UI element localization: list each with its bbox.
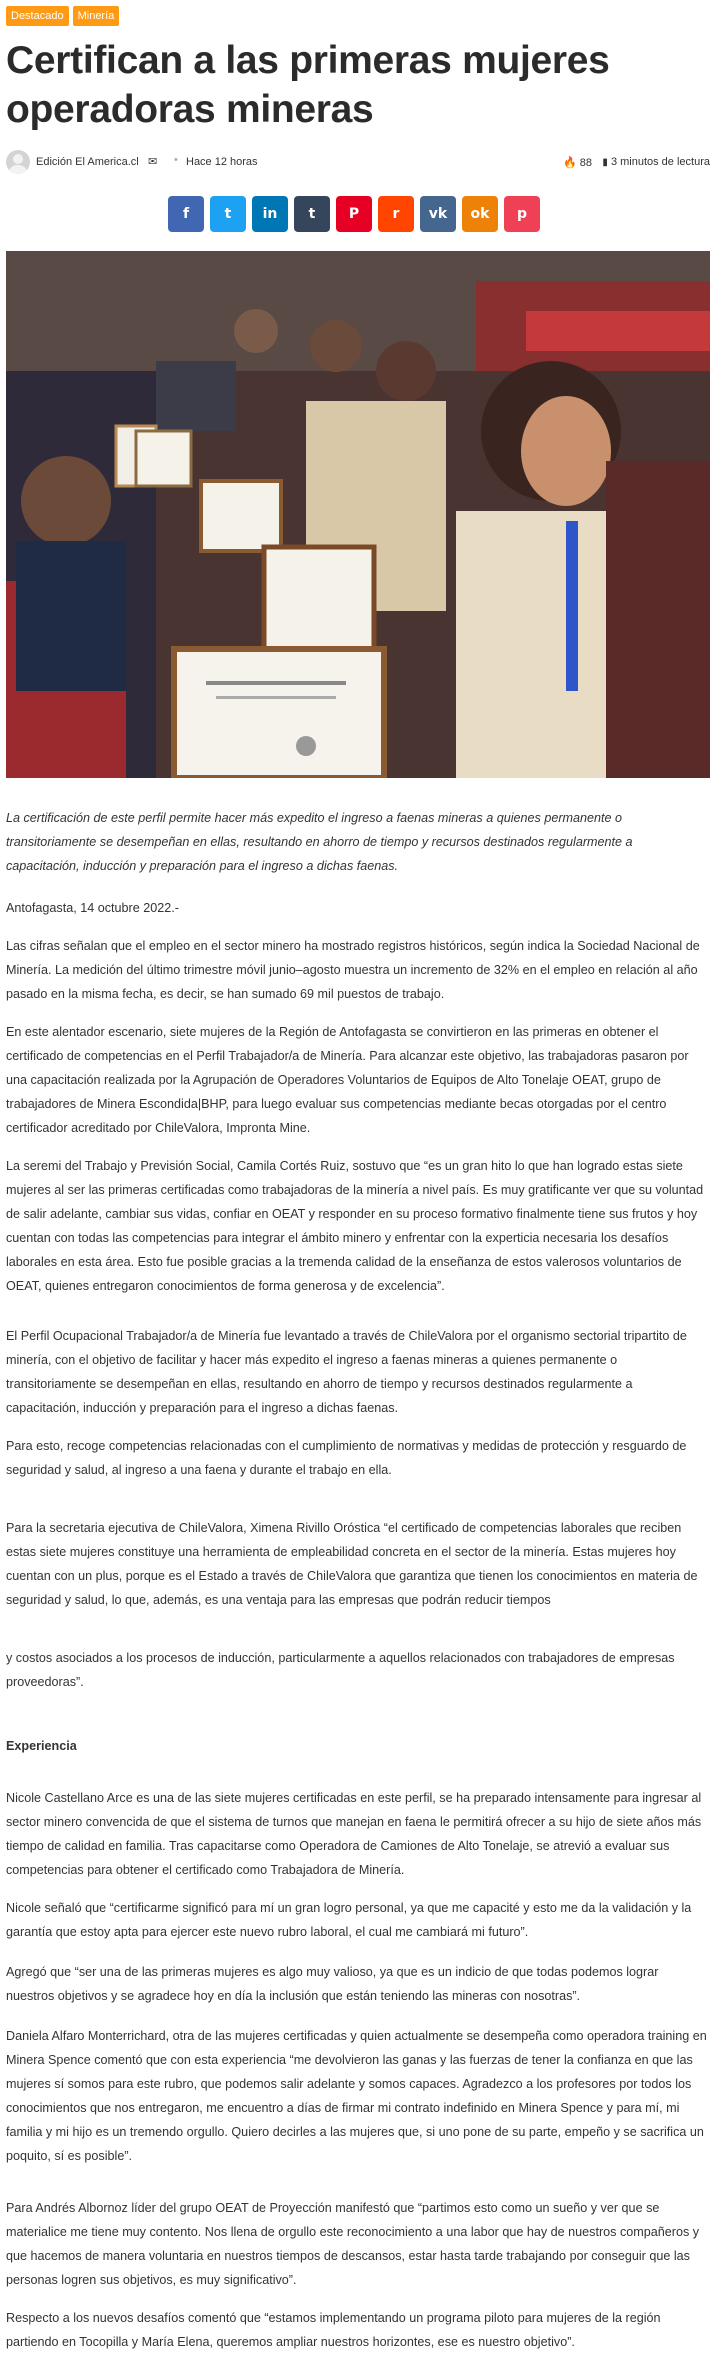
paragraph: La seremi del Trabajo y Previsión Social, Camila Cortés Ruiz, sostuvo que “es un gran hito lo que han logrado estas siete mujeres al ser las primeras certificadas como trabajadoras de la minería a nivel país. Es muy gratificante ver que su voluntad de salir adelante, cambiar sus vidas, confiar en OEAT y responder en su proceso formativo finalmente tiene sus frutos y hoy cuentan con todas las competencias para integrar el ámbito minero y enfrentar con la experticia necesaria los desafíos laborales en esta área. Esto fue posible gracias a la tremenda calidad de la enseñanza de estos valerosos voluntarios de OEAT, quienes entregaron conocimientos de forma generosa y de excelencia”. xyxy=(6,1159,704,1293)
avatar[interactable] xyxy=(6,150,30,174)
share-tumblr-button[interactable] xyxy=(294,196,330,232)
mail-icon[interactable]: ✉ xyxy=(148,156,158,168)
author-name[interactable]: Edición El America.cl xyxy=(36,156,139,168)
paragraph: y costos asociados a los procesos de inducción, particularmente a aquellos relacionados con trabajadores de empresas proveedoras”. xyxy=(6,1651,675,1689)
odnoklassniki-icon: ok xyxy=(470,206,490,222)
paragraph: Agregó que “ser una de las primeras mujeres es algo muy valioso, ya que es un indicio de que todas podemos lograr nuestros objetivos y se agradece hoy en día la inclusión que están teniendo las mineras con nosotras”. xyxy=(6,1965,659,2003)
reading-time-value: 3 minutos de lectura xyxy=(610,156,710,168)
pinterest-icon: P xyxy=(348,206,360,222)
paragraph: Para Andrés Albornoz líder del grupo OEAT de Proyección manifestó que “partimos esto como un sueño y ver que se materialice me tiene muy contento. Nos llena de orgullo este reconocimiento a una labor que hay de nuestros compañeros y que hacemos de manera voluntaria en nuestros tiempos de descansos, estar hasta tarde trabajando por conseguir que las personas logren sus objetivos, es muy significativo”. xyxy=(6,2201,700,2287)
share-linkedin-button[interactable] xyxy=(252,196,288,232)
article-photo[interactable] xyxy=(6,251,710,778)
category-tag-mineria[interactable]: Minería xyxy=(73,6,120,26)
view-count xyxy=(563,156,592,169)
share-pinterest-button[interactable] xyxy=(336,196,372,232)
paragraph: Nicole señaló que “certificarme significó para mí un gran logro personal, ya que me capacité y esto me da la validación y la garantía que estoy apta para ejercer este nuevo rubro laboral, el cual me cambiará mi futuro”. xyxy=(6,1901,692,1939)
share-bar xyxy=(168,196,540,232)
linkedin-icon: in xyxy=(262,206,278,222)
share-twitter-button[interactable] xyxy=(210,196,246,232)
category-tag-destacado[interactable]: Destacado xyxy=(6,6,69,26)
book-icon: ▮ xyxy=(602,157,608,168)
article-meta xyxy=(6,150,710,174)
pocket-icon: p xyxy=(516,206,528,222)
paragraph: Nicole Castellano Arce es una de las siete mujeres certificadas en este perfil, se ha preparado intensamente para ingresar al sector minero convencida de que el sistema de turnos que manejan en faena le permitirá ofrecer a su hijo de siete años más tiempo de calidad en familia. Tras capacitarse como Operadora de Camiones de Alto Tonelaje, se atrevió a evaluar sus competencias para obtener el certificado como Trabajadora de Minería. xyxy=(6,1791,702,1877)
twitter-icon: t xyxy=(224,206,232,222)
view-count-value: 88 xyxy=(579,157,592,169)
paragraph: El Perfil Ocupacional Trabajador/a de Minería fue levantado a través de ChileValora por el organismo sectorial tripartito de minería, con el objetivo de facilitar y hacer más expedito el ingreso a faenas mineras a quienes permanente o transitoriamente se desempeñan en ellas, resultando en ahorro de tiempo y recursos destinados regularmente a capacitación, inducción y preparación para el ingreso a dichas faenas. xyxy=(6,1329,687,1415)
paragraph-dateline: Antofagasta, 14 octubre 2022.- xyxy=(6,901,179,915)
paragraph: Daniela Alfaro Monterrichard, otra de las mujeres certificadas y quien actualmente se desempeña como operadora training en Minera Spence comentó que con esta experiencia “me devolvieron las ganas y las fuerzas de tener la confianza en que las mujeres sí somos para este rubro, que podemos salir adelante y somos capaces. Agradezco a los profesores por todos los conocimientos que nos entregaron, me encuentro a días de firmar mi contrato indefinido en Minera Spence y para mí, mi familia y mi hijo es un tremendo orgullo. Quiero decirles a las mujeres que, si uno pone de su parte, empeño y se sacrifica un poquito, sí es posible”. xyxy=(6,2029,707,2163)
reading-time xyxy=(602,156,710,168)
section-heading-experiencia: Experiencia xyxy=(6,1739,77,1753)
vk-icon: vk xyxy=(428,206,448,222)
share-pocket-button[interactable] xyxy=(504,196,540,232)
paragraph: Las cifras señalan que el empleo en el sector minero ha mostrado registros históricos, según indica la Sociedad Nacional de Minería. La medición del último trimestre móvil junio–agosto muestra un incremento de 32% en el empleo en relación al año pasado en la misma fecha, es decir, se han sumado 69 mil puestos de trabajo. xyxy=(6,939,700,1001)
share-vk-button[interactable] xyxy=(420,196,456,232)
share-odnoklassniki-button[interactable] xyxy=(462,196,498,232)
paragraph: Para la secretaria ejecutiva de ChileValora, Ximena Rivillo Oróstica “el certificado de competencias laborales que reciben estas siete mujeres constituye una herramienta de empleabilidad concreta en el sector de la minería. Estas mujeres hoy cuentan con un plus, porque es el Estado a través de ChileValora que garantiza que tienen los conocimientos en materia de seguridad y salud, lo que, además, es una ventaja para las empresas que podrán reducir tiempos xyxy=(6,1521,698,1607)
share-reddit-button[interactable] xyxy=(378,196,414,232)
share-facebook-button[interactable] xyxy=(168,196,204,232)
flame-icon: 🔥 xyxy=(562,157,577,169)
paragraph: Para esto, recoge competencias relacionadas con el cumplimiento de normativas y medidas de protección y resguardo de seguridad y salud, al ingreso a una faena y durante el trabajo en ella. xyxy=(6,1439,687,1477)
separator-dot: • xyxy=(174,154,178,166)
article-title: Certifican a las primeras mujeres operadoras mineras xyxy=(6,39,610,131)
tumblr-icon: t xyxy=(308,206,316,222)
category-tags xyxy=(6,6,119,26)
photo-graduates-with-certificates xyxy=(6,251,710,778)
publish-time: Hace 12 horas xyxy=(186,156,258,168)
paragraph: Respecto a los nuevos desafíos comentó que “estamos implementando un programa piloto para mujeres de la región partiendo en Tocopilla y María Elena, queremos ampliar nuestros horizontes, ese es nuestro objetivo”. xyxy=(6,2311,661,2349)
reddit-icon: r xyxy=(392,206,400,222)
facebook-icon: f xyxy=(182,206,190,222)
paragraph: En este alentador escenario, siete mujeres de la Región de Antofagasta se convirtieron en las primeras en obtener el certificado de competencias en el Perfil Trabajador/a de Minería. Para alcanzar este objetivo, las trabajadoras pasaron por una capacitación realizada por la Agrupación de Operadores Voluntarios de Equipos de Alto Tonelaje OEAT, grupo de trabajadores de Minera Escondida|BHP, para luego evaluar sus competencias mediante becas otorgadas por el centro certificador acreditado por ChileValora, Impronta Mine. xyxy=(6,1025,689,1135)
photo-caption: La certificación de este perfil permite hacer más expedito el ingreso a faenas mineras a quienes permanente o transitoriamente se desempeñan en ellas, resultando en ahorro de tiempo y recursos destinados regularmente a capacitación, inducción y preparación para el ingreso a dichas faenas. xyxy=(6,811,633,873)
